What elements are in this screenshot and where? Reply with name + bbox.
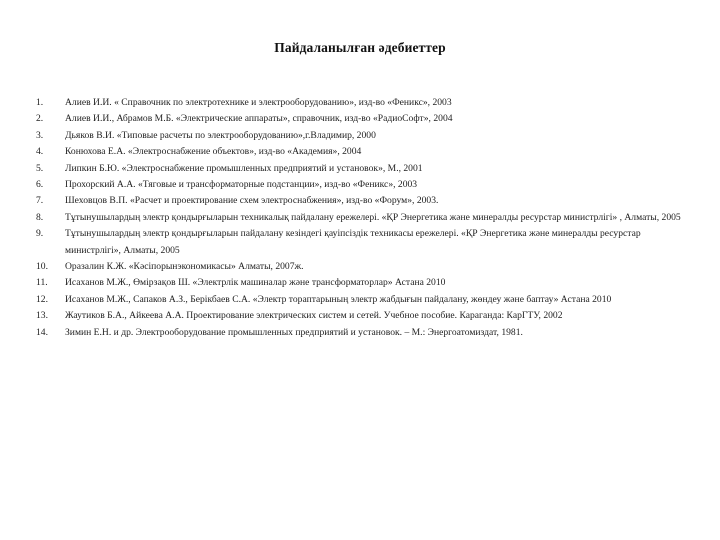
item-text: Исаханов М.Ж., Сапаков А.З., Берікбаев С.А. «Электр тораптарының электр жабдығын пайдалану, жөндеу және баптау» Астана 2010 xyxy=(65,293,612,305)
item-number: 11. xyxy=(36,277,48,289)
list-item xyxy=(36,144,691,160)
item-text: Конюхова Е.А. «Электроснабжение объектов», изд-во «Академия», 2004 xyxy=(65,146,362,158)
item-text: Шеховцов В.П. «Расчет и проектирование схем электроснабжения», изд-во «Форум», 2003. xyxy=(65,195,439,207)
item-text: Жаутиков Б.А., Айкеева А.А. Проектирование электрических систем и сетей. Учебное пособие. Караганда: КарГТУ, 2002 xyxy=(65,310,563,322)
list-item xyxy=(36,161,691,177)
list-item xyxy=(36,95,691,111)
item-number: 5. xyxy=(36,162,44,174)
list-item xyxy=(36,259,691,275)
item-text: Тұтынушылардың электр қондырғыларын пайдалану кезіндегі қауіпсіздік техникасы ережелері. «ҚР Энергетика және минералды ресурстар министрлігі», Алматы, 2005 xyxy=(65,228,641,256)
item-number: 13. xyxy=(36,310,48,322)
item-text: Липкин Б.Ю. «Электроснабжение промышленных предприятий и установок», М., 2001 xyxy=(65,162,423,174)
item-number: 9. xyxy=(36,228,44,240)
item-text: Алиев И.И. « Справочник по электротехнике и электрооборудованию», изд-во «Феникс», 2003 xyxy=(65,97,452,108)
item-number: 3. xyxy=(36,129,44,141)
item-number: 14. xyxy=(36,326,48,338)
list-item xyxy=(36,128,691,144)
item-text: Дьяков В.И. «Типовые расчеты по электрооборудованию»,г.Владимир, 2000 xyxy=(65,129,376,141)
list-item xyxy=(36,325,691,341)
item-text: Оразалин К.Ж. «Кәсіпорынэкономикасы» Алматы, 2007ж. xyxy=(65,261,304,273)
list-item xyxy=(36,275,691,291)
item-number: 4. xyxy=(36,146,44,158)
item-number: 8. xyxy=(36,211,44,223)
list-item xyxy=(36,226,691,259)
page-title: Пайдаланылған әдебиеттер xyxy=(274,40,446,55)
item-number: 6. xyxy=(36,179,44,191)
item-number: 2. xyxy=(36,113,44,125)
item-number: 7. xyxy=(36,195,44,207)
list-item xyxy=(36,193,691,209)
item-text: Тұтынушылардың электр қондырғыларын техникалық пайдалану ережелері. «ҚР Энергетика және минералды ресурстар министрлігі» , Алматы, 2005 xyxy=(65,211,681,223)
item-number: 12. xyxy=(36,293,48,305)
list-item xyxy=(36,210,691,226)
item-number: 10. xyxy=(36,261,48,273)
item-text: Прохорский А.А. «Тяговые и трансформаторные подстанции», изд-во «Феникс», 2003 xyxy=(65,179,418,191)
list-item xyxy=(36,308,691,324)
item-text: Исаханов М.Ж., Өмірзақов Ш. «Электрлік машиналар және трансформаторлар» Астана 2010 xyxy=(65,277,446,289)
reference-list xyxy=(36,95,691,341)
list-item xyxy=(36,292,691,308)
item-number: 1. xyxy=(36,97,44,108)
item-text: Зимин Е.Н. и др. Электрооборудование промышленных предприятий и установок. – М.: Энергоатомиздат, 1981. xyxy=(65,326,523,338)
list-item xyxy=(36,111,691,127)
list-item xyxy=(36,177,691,193)
item-text: Алиев И.И., Абрамов М.Б. «Электрические аппараты», справочник, изд-во «РадиоСофт», 2004 xyxy=(65,113,453,125)
